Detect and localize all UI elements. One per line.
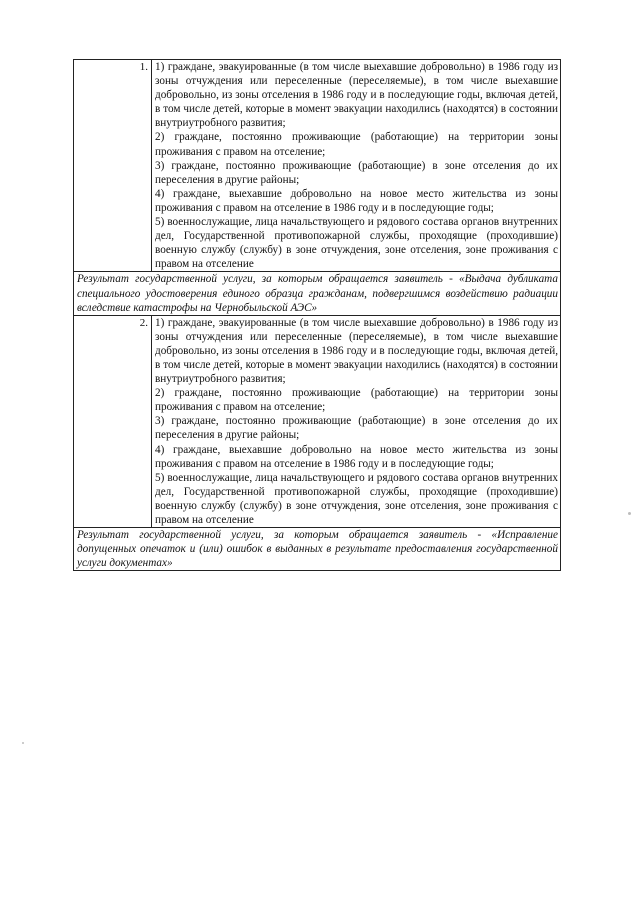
service-result-heading (74, 272, 561, 315)
list-item: 2) граждане, постоянно проживающие (работающие) на территории зоны проживания с правом на отселение; (155, 131, 558, 158)
scan-speck (22, 742, 24, 744)
services-table (73, 59, 561, 571)
applicant-categories-cell (152, 315, 561, 527)
list-item: 3) граждане, постоянно проживающие (работающие) в зоне отселения до их переселения в другие районы; (155, 159, 558, 186)
list-item: 2) граждане, постоянно проживающие (работающие) на территории зоны проживания с правом на отселение; (155, 387, 558, 414)
row-number: 1. (139, 61, 148, 73)
table-row (74, 528, 561, 571)
list-item: 1) граждане, эвакуированные (в том числе выехавшие добровольно) в 1986 году из зоны отчуждения или переселенные (переселяемые), в том числе выехавшие добровольно, из зоны отселения в 1986 году и в последующие годы, включая детей, в том числе детей, которые в момент эвакуации находились (находятся) в состоянии внутриутробного развития; (155, 61, 558, 130)
result-title: «Выдача дубликата специального удостоверения единого образца гражданам, подвергшимся воздействию радиации вследствие катастрофы на Чернобыльской АЭС» (77, 273, 558, 314)
list-item: 5) военнослужащие, лица начальствующего и рядового состава органов внутренних дел, Государственной противопожарной службы, проходящие (проходившие) военную службу (службу) в зоне отчуждения, зоне отселения, зоне проживания с правом на отселение (155, 471, 558, 526)
service-result-heading (74, 528, 561, 571)
row-number-cell (74, 60, 152, 272)
list-item: 4) граждане, выехавшие добровольно на новое место жительства из зоны проживания с правом на отселение в 1986 году и в последующие годы; (155, 187, 558, 214)
list-item: 1) граждане, эвакуированные (в том числе выехавшие добровольно) в 1986 году из зоны отчуждения или переселенные (переселяемые), в том числе выехавшие добровольно, из зоны отселения в 1986 году и в последующие годы, включая детей, в том числе детей, которые в момент эвакуации находились (находятся) в состоянии внутриутробного развития; (155, 316, 558, 386)
result-prefix: Результат государственной услуги, за которым обращается заявитель - (77, 273, 460, 286)
applicant-categories-cell (152, 60, 561, 272)
row-number: 2. (139, 316, 148, 329)
table-row (74, 272, 561, 315)
result-title: «Исправление допущенных опечаток и (или) ошибок в выданных в результате предоставления государственной услуги документах» (77, 529, 558, 570)
row-number-cell (74, 315, 152, 527)
result-prefix: Результат государственной услуги, за которым обращается заявитель - (77, 529, 492, 542)
list-item: 3) граждане, постоянно проживающие (работающие) в зоне отселения до их переселения в другие районы; (155, 415, 558, 442)
table-row (74, 315, 561, 527)
scan-speck (628, 512, 631, 515)
list-item: 5) военнослужащие, лица начальствующего и рядового состава органов внутренних дел, Государственной противопожарной службы, проходящие (проходившие) военную службу (службу) в зоне отчуждения, зоне отселения, зоне проживания с правом на отселение (155, 216, 558, 271)
table-row (74, 60, 561, 272)
list-item: 4) граждане, выехавшие добровольно на новое место жительства из зоны проживания с правом на отселение в 1986 году и в последующие годы; (155, 443, 558, 470)
